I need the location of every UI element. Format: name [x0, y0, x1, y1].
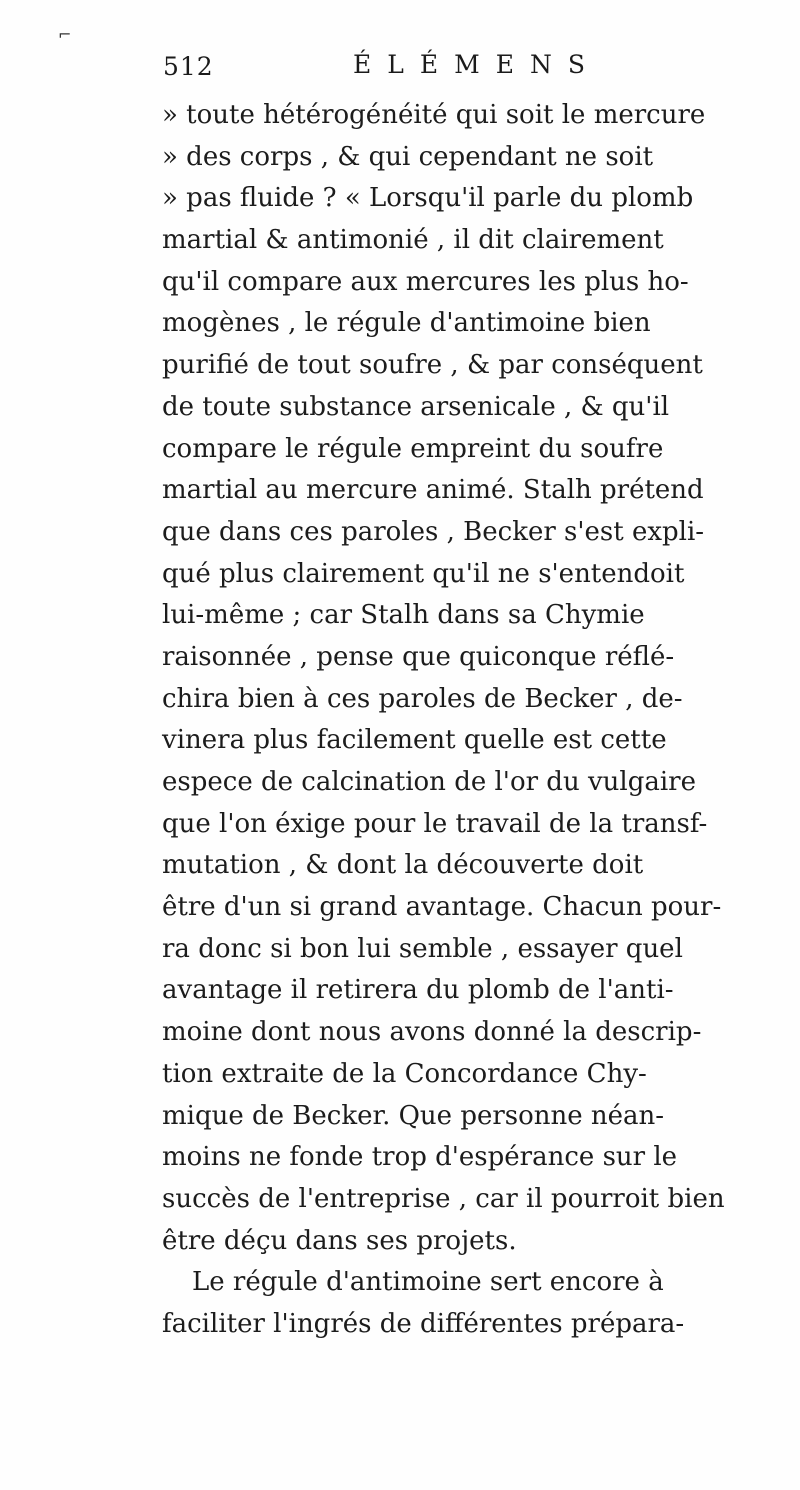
- text-line: lui-même ; car Stalh dans sa Chymie: [162, 600, 645, 631]
- ink-mark: ⌐: [58, 25, 72, 44]
- text-line: moine dont nous avons donné la descrip-: [162, 1017, 702, 1048]
- text-line: martial au mercure animé. Stalh prétend: [162, 475, 704, 506]
- text-line: » toute hétérogénéité qui soit le mercure: [162, 100, 706, 130]
- text-line: purifié de tout soufre , & par conséquent: [162, 350, 703, 381]
- text-line: mique de Becker. Que personne néan-: [162, 1100, 665, 1131]
- text-line: mutation , & dont la découverte doit: [162, 850, 644, 881]
- text-line: qué plus clairement qu'il ne s'entendoit: [162, 558, 685, 589]
- text-line: moins ne fonde trop d'espérance sur le: [162, 1142, 678, 1173]
- page-number: 512: [163, 52, 214, 81]
- text-line: avantage il retirera du plomb de l'anti-: [162, 975, 674, 1006]
- text-line: » des corps , & qui cependant ne soit: [162, 141, 654, 172]
- text-line: être déçu dans ses projets.: [162, 1225, 517, 1256]
- text-line: compare le régule empreint du soufre: [162, 433, 664, 464]
- text-line-paragraph-start: Le régule d'antimoine sert encore à: [192, 1267, 664, 1298]
- text-line: espece de calcination de l'or du vulgaire: [162, 767, 696, 797]
- text-line: de toute substance arsenicale , & qu'il: [162, 391, 670, 422]
- text-line: que dans ces paroles , Becker s'est expli-: [162, 516, 705, 547]
- text-line: chira bien à ces paroles de Becker , de-: [162, 683, 683, 714]
- page-header: [163, 46, 723, 90]
- text-line: martial & antimonié , il dit clairement: [162, 225, 664, 256]
- text-line: ra donc si bon lui semble , essayer quel: [162, 933, 683, 964]
- text-line: tion extraite de la Concordance Chy-: [162, 1058, 647, 1089]
- text-line: » pas fluide ? « Lorsqu'il parle du plomb: [162, 183, 694, 214]
- text-line: être d'un si grand avantage. Chacun pour-: [162, 892, 722, 923]
- text-line: qu'il compare aux mercures les plus ho-: [162, 266, 689, 297]
- text-line: faciliter l'ingrés de différentes prépara-: [162, 1308, 685, 1339]
- text-line: que l'on éxige pour le travail de la transf-: [162, 808, 708, 839]
- text-line: mogènes , le régule d'antimoine bien: [162, 308, 651, 339]
- text-line: succès de l'entreprise , car il pourroit bien: [162, 1183, 725, 1214]
- running-title: ÉLÉMENS: [353, 50, 601, 79]
- body-text: [162, 95, 800, 1346]
- text-line: vinera plus facilement quelle est cette: [162, 725, 667, 756]
- text-line: raisonnée , pense que quiconque réflé-: [162, 641, 675, 672]
